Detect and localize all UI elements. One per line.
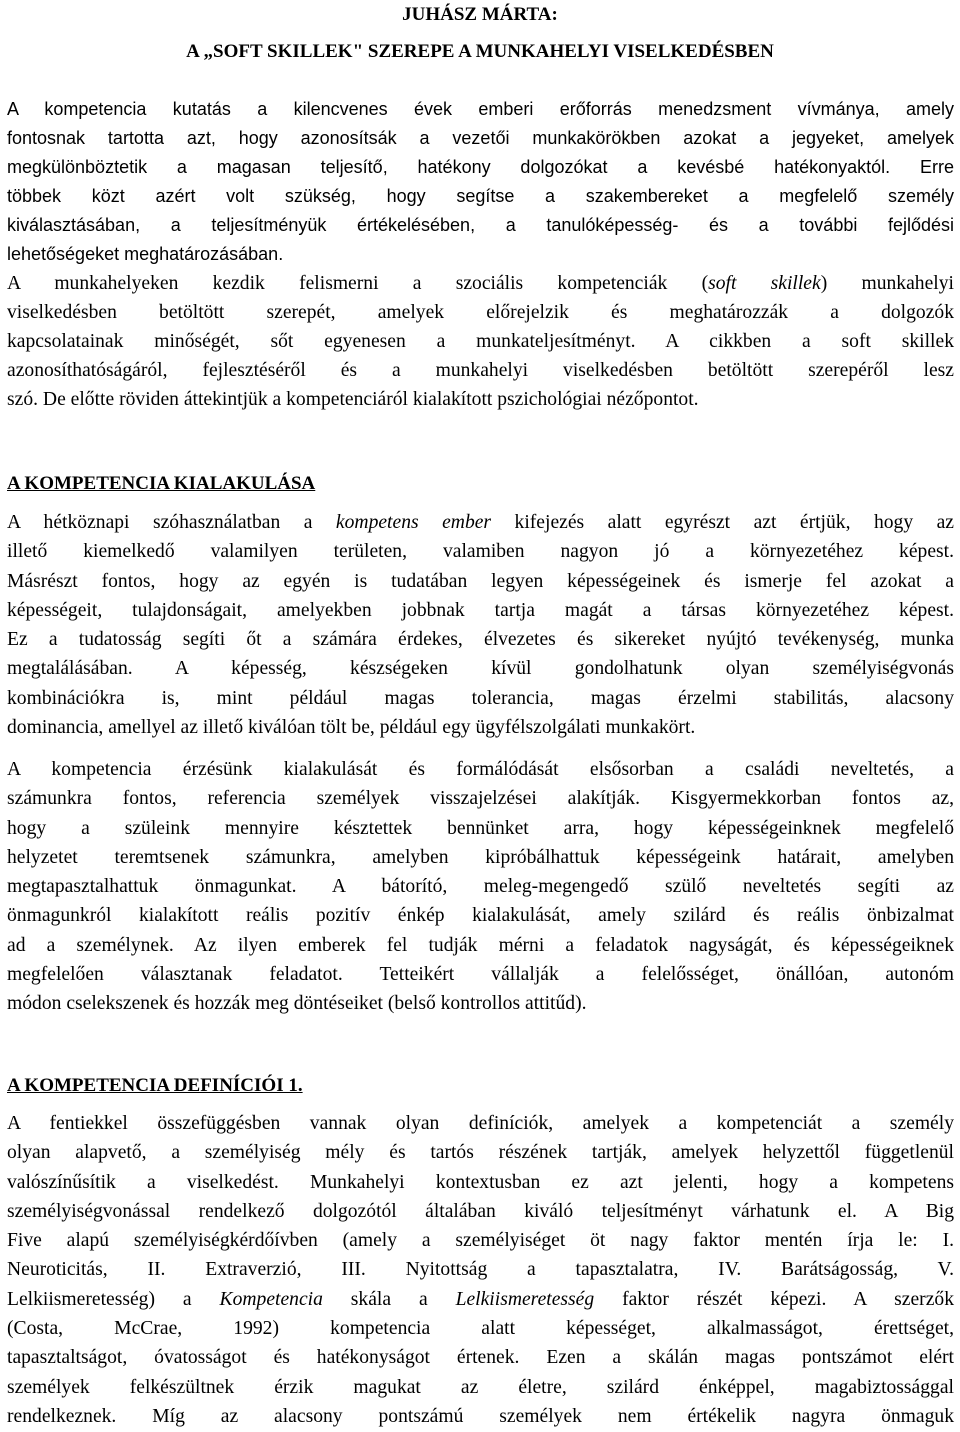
text-line: megtapasztalhattuk önmagunkat. A bátorító, meleg-megengedő szülő neveltetés segíti az — [7, 876, 954, 898]
section1-paragraph2 — [7, 755, 954, 1019]
text-line: ad a személynek. Az ilyen emberek fel tudják mérni a feladatok nagyságát, és képességeiknek — [7, 934, 954, 956]
intro-paragraphs — [7, 95, 954, 414]
text-span: A munkahelyeken kezdik felismerni a szociális kompetenciák ( — [7, 273, 709, 294]
text-line: Ez a tudatosság segíti őt a számára érdekes, élvezetes és sikereket nyújtó tevékenység, munka — [7, 629, 954, 651]
text-line: illető kiemelkedő valamilyen területen, valamiben nagyon jó a környezetéhez képest. — [7, 541, 954, 563]
text-span: ) munkahelyi — [820, 273, 954, 294]
text-line: megkülönböztetik a magasan teljesítő, hatékony dolgozókat a kevésbé hatékonyaktól. Erre — [7, 157, 954, 177]
text-line: dominancia, amellyel az illető kiválóan tölt be, például egy ügyfélszolgálati munkakört. — [7, 717, 696, 739]
section-heading-kompetencia-definicioi: A KOMPETENCIA DEFINÍCIÓI 1. — [7, 1075, 303, 1096]
text-line: megfelelően választanak feladatot. Tetteikért vállalják a felelősséget, önállóan, autonóm — [7, 964, 954, 986]
italic-term: soft skillek — [708, 273, 821, 294]
text-line: lehetőségeket meghatározásában. — [7, 244, 284, 264]
section-heading-kompetencia-kialakulasa: A KOMPETENCIA KIALAKULÁSA — [7, 473, 316, 494]
text-span: kifejezés alatt egyrészt azt értjük, hogy az — [491, 512, 954, 533]
text-line: fontosnak tartotta azt, hogy azonosítsák a vezetői munkakörökben azokat a jegyeket, amelyek — [7, 128, 954, 148]
text-line: rendelkeznek. Míg az alacsony pontszámú személyek nem értékelik nagyra önmaguk — [7, 1405, 954, 1427]
text-line: Neuroticitás, II. Extraverzió, III. Nyitottság a tapasztalatra, IV. Barátságosság, V. — [7, 1259, 954, 1281]
text-line: önmagunkról kialakított reális pozitív énkép kialakulását, amely szilárd és reális önbizalmat — [7, 905, 954, 927]
text-line: valószínűsítik a viselkedést. Munkahelyi kontextusban ez azt jelenti, hogy a kompetens — [7, 1171, 954, 1193]
text-line: A kompetencia érzésünk kialakulását és formálódását elsősorban a családi neveltetés, a — [7, 759, 954, 780]
italic-term: Lelkiismeretesség — [455, 1288, 595, 1310]
article-title: A „SOFT SKILLEK" SZEREPE A MUNKAHELYI VISELKEDÉSBEN — [186, 41, 774, 62]
section2-paragraph — [7, 1109, 954, 1431]
text-line — [7, 269, 954, 298]
section1-paragraph1 — [7, 508, 954, 742]
text-line: hogy a szüleink mennyire késztettek bennünket arra, hogy képességeinknek megfelelő — [7, 817, 954, 839]
text-line: megtalálásában. A képesség, készségeken kívül gondolhatunk olyan személyiségvonás — [7, 658, 954, 680]
text-line: módon cselekszenek és hozzák meg döntéseiket (belső kontrollos attitűd). — [7, 993, 587, 1015]
text-line: (Costa, McCrae, 1992) kompetencia alatt képességet, alkalmasságot, érettséget, — [7, 1318, 954, 1340]
text-line: személyek felkészültnek érzik magukat az életre, szilárd énképpel, magabiztossággal — [7, 1376, 954, 1398]
text-line: képességeit, tulajdonságait, amelyekben jobbnak tartja magát a társas környezetéhez képest. — [7, 599, 954, 621]
text-line: többek közt azért volt szükség, hogy segítse a szakembereket a megfelelő személy — [7, 186, 954, 206]
text-span: faktor részét képezi. A szerzők — [594, 1288, 955, 1310]
text-line — [7, 508, 954, 537]
text-line: személyiségvonással rendelkező dolgozótól általában kiváló teljesítményt várhatunk el. A Big — [7, 1200, 954, 1222]
text-line: kombinációkra is, mint például magas tolerancia, magas érzelmi stabilitás, alacsony — [7, 687, 954, 709]
text-line: azonosíthatóságáról, fejlesztéséről és a munkahelyi viselkedésben betöltött szerepéről lesz — [7, 360, 954, 381]
text-span: A hétköznapi szóhasználatban a — [7, 512, 336, 533]
text-line: kapcsolatainak minőségét, sőt egyenesen a munkateljesítményt. A cikkben a soft skillek — [7, 331, 954, 352]
text-line — [7, 1285, 954, 1314]
text-line: helyzetet teremtsenek számunkra, amelyben kipróbálhattuk képességeink határait, amelyben — [7, 846, 954, 868]
italic-term: Kompetencia — [219, 1288, 323, 1310]
italic-term: kompetens ember — [335, 512, 492, 533]
text-line: tapasztaltságot, óvatosságot és hatékonyságot értenek. Ezen a skálán magas pontszámot elért — [7, 1347, 954, 1369]
text-line: Five alapú személyiségkérdőívben (amely a személyiséget öt nagy faktor mentén írja le: I. — [7, 1230, 954, 1252]
text-line: olyan alapvető, a személyiség mély és tartós részének tartják, amelyek helyzettől függetlenül — [7, 1142, 954, 1164]
text-line: A fentiekkel összefüggésben vannak olyan definíciók, amelyek a kompetenciát a személy — [7, 1113, 954, 1134]
text-span: Lelkiismeretesség) a — [7, 1288, 220, 1310]
text-line: A kompetencia kutatás a kilencvenes évek emberi erőforrás menedzsment vívmánya, amely — [7, 99, 954, 119]
author-name: JUHÁSZ MÁRTA: — [402, 4, 558, 25]
text-line: Másrészt fontos, hogy az egyén is tudatában legyen képességeinek és ismerje fel azokat a — [7, 570, 954, 592]
text-line: szó. De előtte röviden áttekintjük a kompetenciáról kialakított pszichológiai nézőpontot. — [7, 389, 699, 410]
text-span: skála a — [322, 1288, 456, 1310]
text-line: kiválasztásában, a teljesítményük értékelésében, a tanulóképesség- és a további fejlődési — [7, 215, 954, 235]
text-line: számunkra fontos, referencia személyek visszajelzései alakítják. Kisgyermekkorban fontos az, — [7, 788, 954, 810]
text-line: viselkedésben betöltött szerepét, amelyek előrejelzik és meghatározzák a dolgozók — [7, 302, 954, 323]
